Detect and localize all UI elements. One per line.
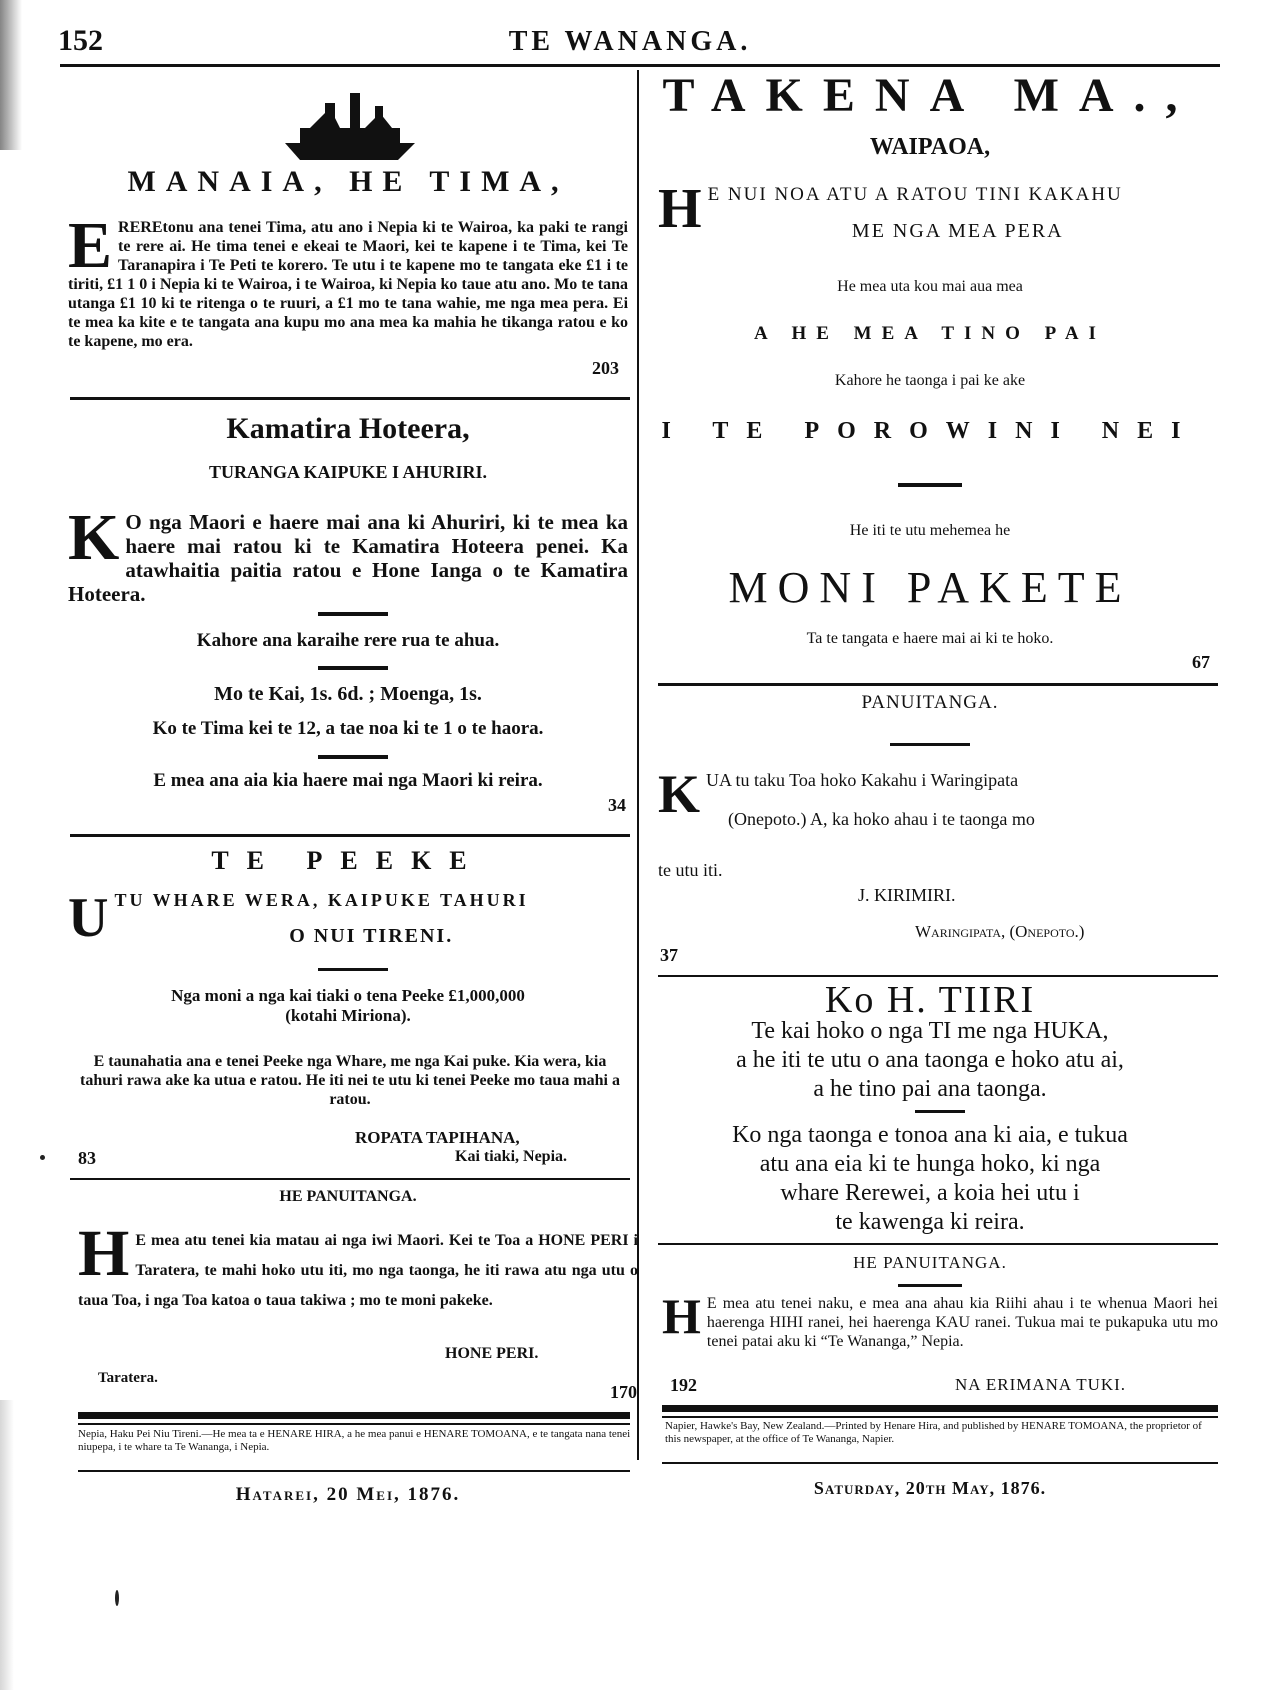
footer-thin-rule xyxy=(78,1423,630,1425)
ad-number: 37 xyxy=(660,945,678,965)
scan-edge-noise-lower xyxy=(0,1400,14,1690)
manaia-heading: MANAIA, HE TIMA, xyxy=(127,165,569,198)
ad-number: 192 xyxy=(670,1375,697,1395)
maori-imprint: Nepia, Haku Pei Niu Tireni.—He mea ta e HENARE HIRA, a he mea panui e HENARE TOMOANA, e te tangata nana tenei niupepa, i te whare ta Te Wananga, i Nepia. xyxy=(78,1428,631,1453)
short-rule xyxy=(890,743,970,746)
footer-thick-rule xyxy=(662,1405,1218,1412)
takena-line-3: He mea uta kou mai aua mea xyxy=(837,278,1023,295)
peeke-subheading-1: TU WHARE WERA, KAIPUKE TAHURI xyxy=(114,890,529,910)
short-rule xyxy=(318,666,388,670)
peeke-signature-title: Kai tiaki, Nepia. xyxy=(455,1148,568,1165)
hotel-heading: Kamatira Hoteera, xyxy=(226,412,470,445)
panui2-ad xyxy=(662,1288,1218,1351)
manaia-body: REREtonu ana tenei Tima, atu ano i Nepia ki te Wairoa, ka paki te rangi te rere ai. He tima tenei e ekeai te Maori, kei te kapene i te Tima, kei Te Taranapira i Te Peti te korero. Te utu i te kapene mo te tangata eke £1 i te tiriti, £1 1 0 i Nepia ki te Wairoa, i te Wairoa, ki Nepia ko taue atu ano. Mo te tana utanga £1 10 ki te ritenga o te ruuri, a £1 mo te tana wahie, me nga mea pera. xyxy=(68,219,628,312)
ad-separator xyxy=(658,1243,1218,1245)
takena-place: WAIPAOA, xyxy=(869,134,991,160)
ad-separator xyxy=(70,397,630,400)
ad-number: 83 xyxy=(78,1148,96,1168)
tiiri-line-5: atu ana eia ki te hunga hoko, ki nga xyxy=(759,1151,1101,1177)
hotel-line-3: Ko te Tima kei te 12, a tae noa ki te 1 o te haora. xyxy=(152,718,544,739)
tiiri-line-7: te kawenga ki reira. xyxy=(835,1209,1025,1235)
ad-separator xyxy=(70,1178,630,1180)
manaia-body-2: Ei te mea ka kite e te tangata ana kupu mo ana mea ka mahia he tikanga ratou e ko te kapene, mo era. xyxy=(68,295,629,350)
panui-ad xyxy=(78,1217,638,1316)
drop-cap: H xyxy=(78,1217,130,1290)
ad-separator xyxy=(658,683,1218,686)
panui-place: Taratera. xyxy=(98,1370,158,1386)
drop-cap: K xyxy=(68,501,120,574)
takena-line-6: I TE POROWINI NEI xyxy=(661,418,1199,444)
panui2-body: E mea atu tenei naku, e mea ana ahau kia Riihi ahau i te whenua Maori hei haerenga HIHI ranei, hei haerenga KAU ranei. Tukua mai te pukapuka utu mo tenei patai aku ki “Te Wananga,” Nepia. xyxy=(706,1295,1218,1350)
maori-date: Hatarei, 20 Mei, 1876. xyxy=(235,1484,461,1505)
panui1-line-3: te utu iti. xyxy=(658,860,723,880)
speck xyxy=(40,1155,45,1160)
panui1-signature: J. KIRIMIRI. xyxy=(858,885,956,905)
tiiri-heading: Ko H. TIIRI xyxy=(824,979,1036,1021)
hotel-line-1: Kahore ana karaihe rere rua te ahua. xyxy=(196,630,500,651)
ad-number: 67 xyxy=(1192,652,1210,672)
panui2-heading: HE PANUITANGA. xyxy=(853,1253,1007,1272)
footer-rule xyxy=(78,1470,630,1472)
ad-separator xyxy=(70,834,630,837)
ad-separator xyxy=(658,975,1218,977)
takena-line-5: Kahore he taonga i pai ke ake xyxy=(834,372,1026,389)
manaia-ad xyxy=(68,209,629,351)
panui1-line-1: UA tu taku Toa hoko Kakahu i Waringipata xyxy=(706,770,1019,790)
footer-thick-rule xyxy=(78,1412,630,1419)
page-number: 152 xyxy=(58,24,103,57)
tiiri-line-6: whare Rerewei, a koia hei utu i xyxy=(780,1180,1080,1206)
short-rule xyxy=(318,612,388,616)
newspaper-title: TE WANANGA. xyxy=(508,26,752,57)
tiiri-line-3: a he tino pai ana taonga. xyxy=(813,1076,1047,1102)
takena-line-2: ME NGA MEA PERA xyxy=(851,220,1064,242)
takena-ad xyxy=(658,178,1208,243)
footer-rule xyxy=(662,1462,1218,1464)
panui2-signature: NA ERIMANA TUKI. xyxy=(955,1375,1127,1394)
hotel-ad xyxy=(68,501,628,606)
panui1-ad xyxy=(658,764,1218,830)
peeke-heading: TE PEEKE xyxy=(211,846,485,875)
english-date: Saturday, 20th May, 1876. xyxy=(813,1478,1047,1498)
peeke-subheading-2: O NUI TIRENI. xyxy=(289,925,454,947)
peeke-ad xyxy=(68,887,628,949)
panui1-place: Waringipata, (Onepoto.) xyxy=(915,922,1085,941)
panui-heading: HE PANUITANGA. xyxy=(279,1188,417,1205)
peeke-signature: ROPATA TAPIHANA, xyxy=(355,1128,520,1147)
hotel-line-4: E mea ana aia kia haere mai nga Maori ki reira. xyxy=(153,770,543,791)
peeke-body: E taunahatia ana e tenei Peeke nga Whare, me nga Kai puke. Kia wera, kia tahuri rawa ake ka utua e ratou. He iti nei te utu ki tenei Peeke mo taua mahi a ratou. xyxy=(80,1053,620,1108)
takena-line-4: A HE MEA TINO PAI xyxy=(754,323,1106,344)
english-imprint: Napier, Hawke's Bay, New Zealand.—Printed by Henare Hira, and published by HENARE TOMOANA, the proprietor of this newspaper, at the office of Te Wananga, Napier. xyxy=(665,1420,1202,1445)
drop-cap: U xyxy=(68,887,109,949)
short-rule xyxy=(898,1284,962,1287)
tiiri-line-4: Ko nga taonga e tonoa ana ki aia, e tukua xyxy=(732,1122,1128,1148)
tiiri-line-1: Te kai hoko o nga TI me nga HUKA, xyxy=(751,1018,1109,1044)
panui-signature: HONE PERI. xyxy=(445,1345,539,1362)
scan-edge-noise xyxy=(0,0,22,150)
short-rule xyxy=(318,968,388,971)
tiiri-line-2: a he iti te utu o ana taonga e hoko atu ai, xyxy=(736,1047,1124,1073)
hotel-line-2: Mo te Kai, 1s. 6d. ; Moenga, 1s. xyxy=(214,683,482,705)
drop-cap: K xyxy=(658,764,701,824)
ad-number: 34 xyxy=(608,795,626,815)
steamship-icon xyxy=(280,88,420,168)
hotel-body: O nga Maori e haere mai ana ki Ahuriri, ki te mea ka haere mai ratou ki te Kamatira Hoteera penei. Ka atawhaitia paitia ratou e Hone Ianga o te Kamatira Hoteera. xyxy=(68,510,628,606)
panui-body: E mea atu tenei kia matau ai nga iwi Maori. Kei te Toa a HONE PERI i Taratera, te mahi hoko utu iti, mo nga taonga, he iti rawa atu nga utu o taua Toa, i nga Toa katoa o taua takiwa ; mo te moni pakeke. xyxy=(78,1232,638,1309)
footer-thin-rule xyxy=(662,1416,1218,1418)
drop-cap: E xyxy=(68,209,113,282)
panui1-line-2: (Onepoto.) A, ka hoko ahau i te taonga mo xyxy=(728,809,1035,829)
takena-line-8: MONI PAKETE xyxy=(728,563,1132,612)
takena-line-7: He iti te utu mehemea he xyxy=(849,522,1011,539)
drop-cap: H xyxy=(662,1288,701,1344)
short-rule xyxy=(915,1110,965,1113)
peeke-capital-2: (kotahi Miriona). xyxy=(285,1006,411,1025)
takena-line-9: Ta te tangata e haere mai ai ki te hoko. xyxy=(806,630,1054,647)
ad-number: 170 xyxy=(610,1382,637,1402)
takena-line-1: E NUI NOA ATU A RATOU TINI KAKAHU xyxy=(707,184,1123,205)
ad-number: 203 xyxy=(592,358,619,378)
takena-heading: TAKENA MA., xyxy=(662,69,1198,122)
panui1-heading: PANUITANGA. xyxy=(861,692,999,713)
drop-cap: H xyxy=(658,178,702,240)
peeke-capital-1: Nga moni a nga kai tiaki o tena Peeke £1,000,000 xyxy=(171,986,525,1005)
hotel-subheading: TURANGA KAIPUKE I AHURIRI. xyxy=(208,462,488,482)
short-rule xyxy=(898,483,962,487)
speck xyxy=(115,1590,119,1606)
short-rule xyxy=(318,755,388,759)
masthead-rule xyxy=(60,64,1220,67)
